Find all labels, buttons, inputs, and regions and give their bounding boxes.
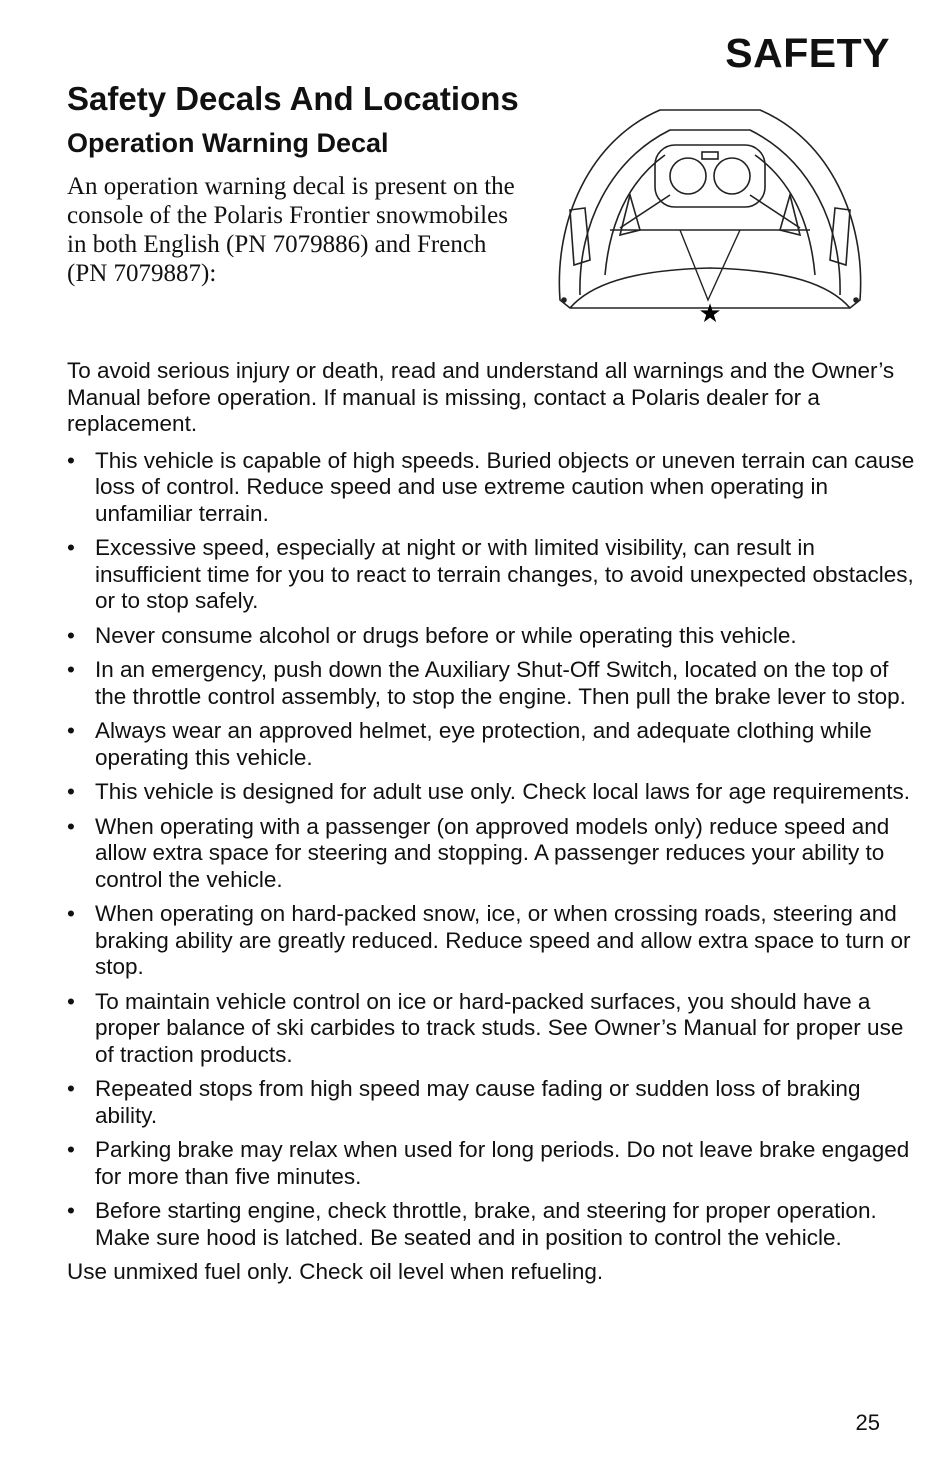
- list-item: [67, 814, 917, 894]
- hood-vent-right: [780, 195, 800, 235]
- list-item-text: When operating on hard-packed snow, ice, or when crossing roads, steering and braking ability are greatly reduced. Reduce speed and allow extra space to turn or stop.: [95, 901, 911, 979]
- bullet: •: [67, 1076, 75, 1101]
- list-item-text: Always wear an approved helmet, eye protection, and adequate clothing while operating this vehicle.: [95, 718, 872, 770]
- gauge-cluster: [655, 145, 765, 207]
- list-item-text: In an emergency, push down the Auxiliary Shut-Off Switch, located on the top of the throttle control assembly, to stop the engine. Then pull the brake lever to stop.: [95, 657, 906, 709]
- page-title: Safety Decals And Locations: [67, 80, 519, 117]
- console-trim: [620, 195, 800, 228]
- list-item: [67, 1137, 917, 1190]
- list-item-text: Repeated stops from high speed may cause fading or sudden loss of braking ability.: [95, 1076, 861, 1128]
- list-item-text: Excessive speed, especially at night or with limited visibility, can result in insufficient time for you to react to terrain changes, to avoid unexpected obstacles, or to stop safely.: [95, 535, 914, 613]
- bullet: •: [67, 447, 75, 473]
- side-vent-right: [830, 208, 850, 265]
- list-item: [67, 1198, 917, 1251]
- list-item-text: When operating with a passenger (on approved models only) reduce speed and allow extra space for steering and stopping. A passenger reduces your ability to control the vehicle.: [95, 813, 890, 892]
- bullet: •: [67, 622, 75, 648]
- lead-paragraph: To avoid serious injury or death, read and understand all warnings and the Owner’s Manual before operation. If manual is missing, contact a Polaris dealer for a replacement.: [67, 358, 895, 436]
- list-item: [67, 1076, 917, 1129]
- list-item: [67, 623, 917, 650]
- indicator-light: [702, 152, 718, 159]
- list-item-text: This vehicle is capable of high speeds. Buried objects or uneven terrain can cause loss of control. Reduce speed and use extreme caution when operating in unfamiliar terrain.: [95, 447, 915, 526]
- bullet: •: [67, 1137, 75, 1162]
- warnings-list: [67, 448, 917, 1252]
- side-vent-left: [570, 208, 590, 265]
- bullet: •: [67, 779, 75, 804]
- rivet-right: [854, 298, 858, 302]
- list-item: [67, 535, 917, 615]
- gauge-right: [714, 158, 750, 194]
- list-item-text: Parking brake may relax when used for long periods. Do not leave brake engaged for more than five minutes.: [95, 1137, 910, 1189]
- rivet-left: [562, 298, 566, 302]
- list-item: [67, 448, 917, 528]
- bullet: •: [67, 988, 75, 1014]
- bullet: •: [67, 718, 75, 743]
- list-item: [67, 779, 917, 806]
- closing-note: Use unmixed fuel only. Check oil level when refueling.: [67, 1259, 604, 1284]
- list-item: [67, 657, 917, 710]
- bullet: •: [67, 1198, 75, 1223]
- decal-location-star: ★: [698, 299, 722, 329]
- bullet: •: [67, 535, 75, 560]
- warning-text-block: [67, 358, 917, 1286]
- console-decal-illustration: [550, 100, 870, 340]
- section-label: SAFETY: [725, 30, 890, 76]
- decal-pointer-lines: [680, 230, 740, 300]
- list-item-text: Before starting engine, check throttle, brake, and steering for proper operation. Make sure hood is latched. Be seated and in position to control the vehicle.: [95, 1198, 877, 1250]
- hood-vent-left: [620, 195, 640, 235]
- section-subtitle: Operation Warning Decal: [67, 128, 389, 158]
- gauge-left: [670, 158, 706, 194]
- bullet: •: [67, 901, 75, 926]
- list-item: [67, 989, 917, 1069]
- intro-paragraph: An operation warning decal is present on the console of the Polaris Frontier snowmobiles in both English (PN 7079886) and French (PN 7079887):: [67, 173, 515, 287]
- list-item-text: Never consume alcohol or drugs before or while operating this vehicle.: [95, 622, 797, 648]
- bullet: •: [67, 813, 75, 839]
- list-item-text: This vehicle is designed for adult use only. Check local laws for age requirements.: [95, 779, 910, 804]
- page-number: 25: [855, 1410, 880, 1435]
- list-item: [67, 718, 917, 771]
- hood-outline: [559, 110, 860, 308]
- list-item-text: To maintain vehicle control on ice or hard-packed surfaces, you should have a proper balance of ski carbides to track studs. See Owner’s Manual for proper use of traction products.: [95, 988, 904, 1067]
- bullet: •: [67, 657, 75, 682]
- list-item: [67, 901, 917, 981]
